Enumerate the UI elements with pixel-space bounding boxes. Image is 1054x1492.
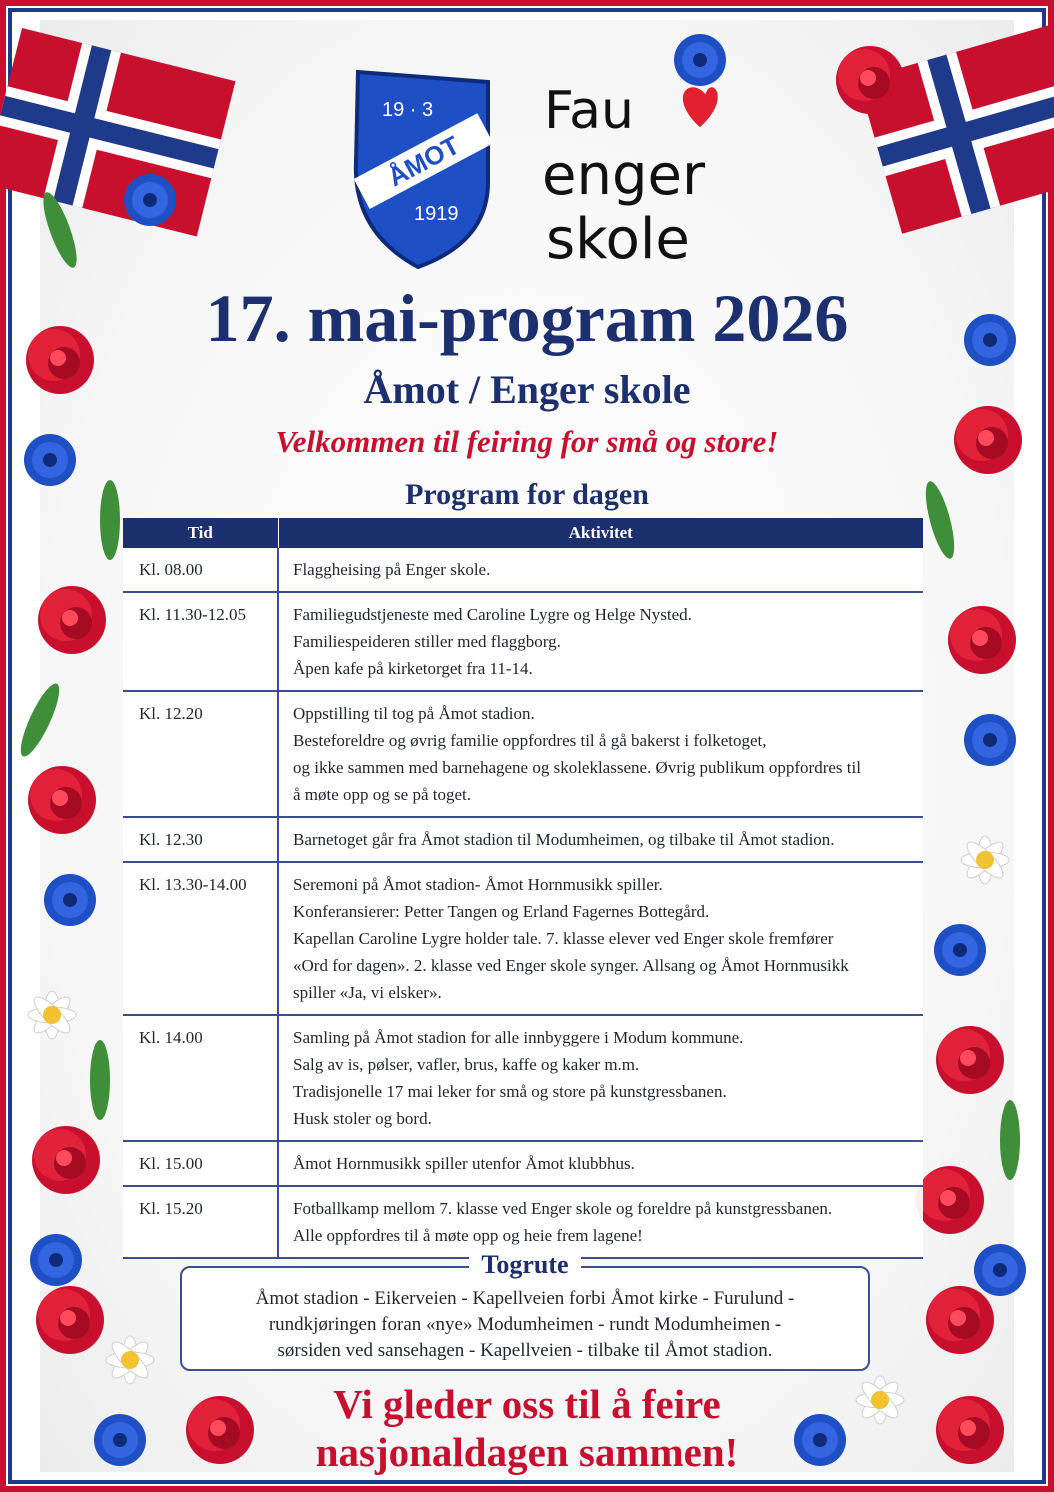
schedule-row: [123, 862, 923, 1015]
schedule-time: Kl. 12.20: [123, 691, 278, 817]
route-line: sørsiden ved sansehagen - Kapellveien - tilbake til Åmot stadion.: [277, 1340, 773, 1361]
activity-line: Salg av is, pølser, vafler, brus, kaffe og kaker m.m.: [293, 1055, 640, 1074]
route-line: Åmot stadion - Eikerveien - Kapellveien forbi Åmot kirke - Furulund -: [255, 1288, 795, 1309]
activity-line: Familiegudstjeneste med Caroline Lygre og Helge Nysted.: [293, 605, 692, 624]
activity-line: Oppstilling til tog på Åmot stadion.: [293, 704, 535, 723]
schedule-row: [123, 691, 923, 817]
activity-line: «Ord for dagen». 2. klasse ved Enger skole synger. Allsang og Åmot Hornmusikk: [293, 956, 849, 975]
activity-line: Seremoni på Åmot stadion- Åmot Hornmusikk spiller.: [293, 875, 663, 894]
schedule-row: [123, 548, 923, 592]
amot-logo: [338, 52, 510, 272]
activity-line: Flaggheising på Enger skole.: [293, 560, 491, 579]
schedule-activity: [278, 862, 923, 1015]
schedule-activity: [278, 592, 923, 691]
schedule-activity: [278, 691, 923, 817]
closing-line-2: nasjonaldagen sammen!: [315, 1429, 739, 1475]
schedule-time: Kl. 12.30: [123, 817, 278, 862]
amot-logo-year-bottom: 1919: [414, 203, 459, 225]
tagline: Velkommen til feiring for små og store!: [275, 424, 779, 459]
activity-line: Tradisjonelle 17 mai leker for små og store på kunstgressbanen.: [293, 1082, 727, 1101]
schedule-header-row: [123, 518, 923, 548]
fau-enger-skole-logo: [536, 70, 726, 280]
schedule-time: Kl. 08.00: [123, 548, 278, 592]
activity-line: Åmot Hornmusikk spiller utenfor Åmot klubbhus.: [293, 1154, 635, 1173]
schedule-activity: [278, 1141, 923, 1186]
activity-line: Barnetoget går fra Åmot stadion til Modumheimen, og tilbake til Åmot stadion.: [293, 830, 835, 849]
activity-line: å møte opp og se på toget.: [293, 785, 471, 804]
page-subtitle: Åmot / Enger skole: [363, 367, 691, 412]
fau-logo-line2: enger: [542, 143, 705, 208]
page-title: 17. mai-program 2026: [205, 280, 849, 356]
activity-line: Åpen kafe på kirketorget fra 11-14.: [293, 659, 533, 678]
route-title: Togrute: [469, 1250, 580, 1279]
schedule-body: [123, 548, 923, 1258]
activity-line: Konferansierer: Petter Tangen og Erland Fagernes Bottegård.: [293, 902, 710, 921]
schedule-row: [123, 592, 923, 691]
column-header-time: Tid: [123, 518, 278, 548]
closing-message: [0, 1380, 1054, 1476]
schedule-time: Kl. 14.00: [123, 1015, 278, 1141]
activity-line: og ikke sammen med barnehagene og skoleklassene. Øvrig publikum oppfordres til: [293, 758, 861, 777]
column-header-activity: Aktivitet: [278, 518, 923, 548]
heart-icon: [683, 87, 718, 127]
schedule-activity: [278, 1186, 923, 1258]
fau-logo-line1: Fau: [544, 81, 634, 141]
schedule-row: [123, 1141, 923, 1186]
amot-logo-year-top: 19 · 3: [382, 99, 434, 121]
activity-line: Kapellan Caroline Lygre holder tale. 7. klasse elever ved Enger skole fremfører: [293, 929, 834, 948]
program-heading: Program for dagen: [405, 478, 649, 511]
schedule-time: Kl. 15.00: [123, 1141, 278, 1186]
schedule-activity: [278, 817, 923, 862]
activity-line: Samling på Åmot stadion for alle innbyggere i Modum kommune.: [293, 1028, 744, 1047]
schedule-row: [123, 1015, 923, 1141]
closing-line-1: Vi gleder oss til å feire: [333, 1381, 721, 1427]
schedule-table: [123, 518, 923, 1259]
activity-line: Fotballkamp mellom 7. klasse ved Enger skole og foreldre på kunstgressbanen.: [293, 1199, 833, 1218]
fau-logo-line3: skole: [546, 207, 690, 272]
activity-line: Alle oppfordres til å møte opp og heie frem lagene!: [293, 1226, 643, 1245]
schedule-row: [123, 817, 923, 862]
route-box: [180, 1250, 870, 1371]
activity-line: Husk stoler og bord.: [293, 1109, 432, 1128]
route-line: rundkjøringen foran «nye» Modumheimen - rundt Modumheimen -: [268, 1314, 782, 1335]
schedule-time: Kl. 13.30-14.00: [123, 862, 278, 1015]
schedule-time: Kl. 11.30-12.05: [123, 592, 278, 691]
schedule-activity: [278, 1015, 923, 1141]
schedule-row: [123, 1186, 923, 1258]
schedule-time: Kl. 15.20: [123, 1186, 278, 1258]
activity-line: Familiespeideren stiller med flaggborg.: [293, 632, 561, 651]
activity-line: Besteforeldre og øvrig familie oppfordres til å gå bakerst i folketoget,: [293, 731, 767, 750]
route-lines: [182, 1268, 868, 1364]
activity-line: spiller «Ja, vi elsker».: [293, 983, 442, 1002]
schedule-activity: [278, 548, 923, 592]
amot-logo-name: ÅMOT: [382, 129, 465, 193]
